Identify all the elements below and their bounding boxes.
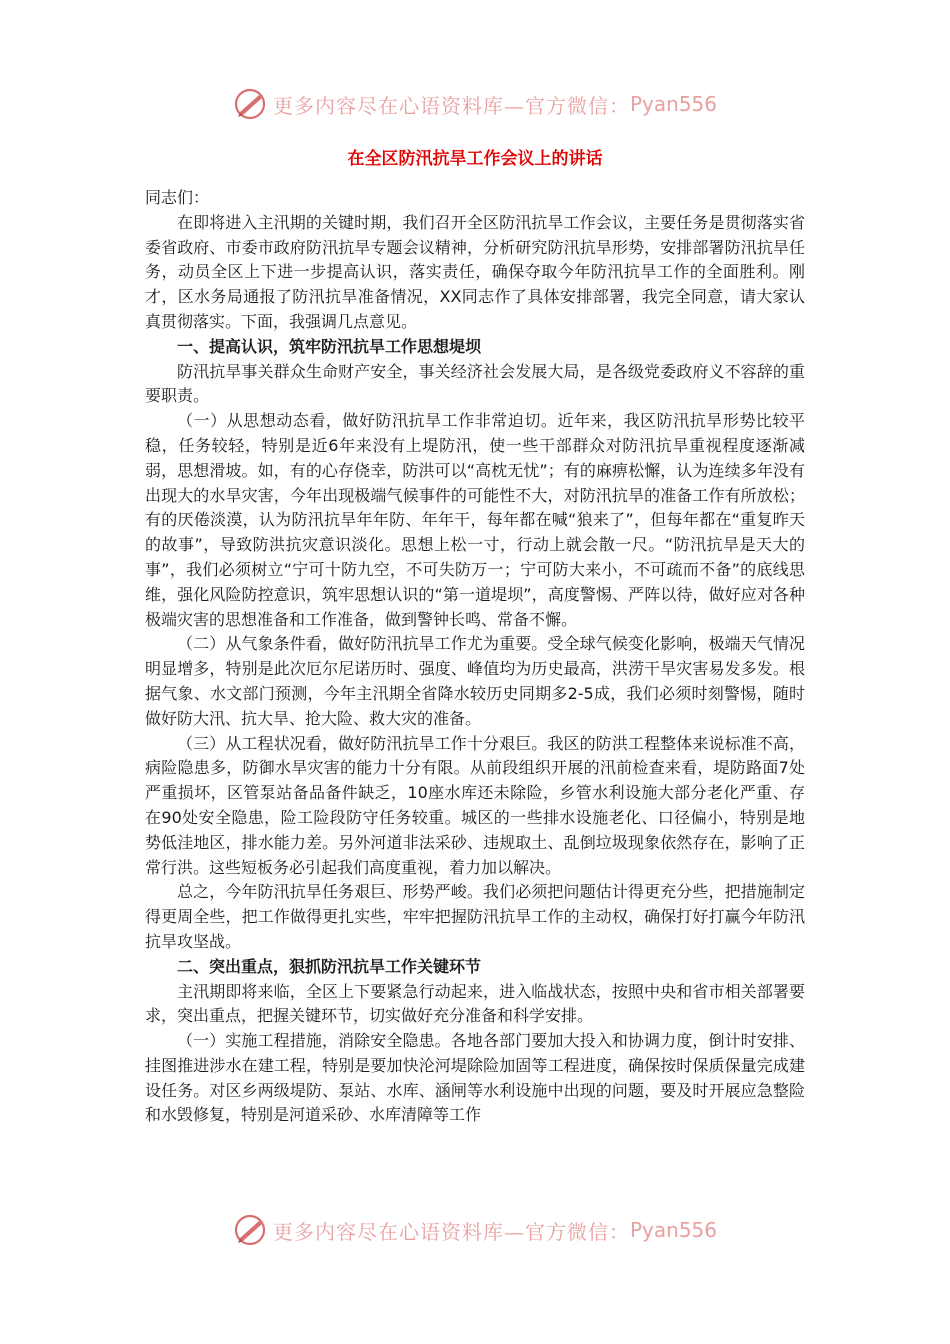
paragraph-point-1-1: （一）从思想动态看，做好防汛抗旱工作非常迫切。近年来，我区防汛抗旱形势比较平稳，任务较轻，特别是近6年来没有上堤防汛，使一些干部群众对防汛抗旱重视程度逐渐减弱，思想滑坡。如，有的心存侥幸，防洪可以“高枕无忧”；有的麻痹松懈，认为连续多年没有出现大的水旱灾害，今年出现极端气候事件的可能性不大，对防汛抗旱的准备工作有所放松；有的厌倦淡漠，认为防汛抗旱年年防、年年干，每年都在喊“狼来了”，但每年都在“重复昨天的故事”，导致防洪抗灾意识淡化。思想上松一寸，行动上就会散一尺。“防汛抗旱是天大的事”，我们必须树立“宁可十防九空，不可失防万一；宁可防大来小，不可疏而不备”的底线思维，强化风险防控意识，筑牢思想认识的“第一道堤坝”，高度警惕、严阵以待，做好应对各种极端灾害的思想准备和工作准备，做到警钟长鸣、常备不懈。 (145, 411, 805, 629)
paragraph-section2-intro: 主汛期即将来临，全区上下要紧急行动起来，进入临战状态，按照中央和省市相关部署要求，突出重点，把握关键环节，切实做好充分准备和科学安排。 (145, 981, 805, 1026)
paragraph-section1-intro: 防汛抗旱事关群众生命财产安全，事关经济社会发展大局，是各级党委政府义不容辞的重要职责。 (145, 361, 805, 406)
section-heading-2: 二、突出重点，狠抓防汛抗旱工作关键环节 (177, 956, 482, 976)
pen-logo-icon (233, 1213, 267, 1247)
pen-logo-icon (233, 87, 267, 121)
paragraph-point-2-1: （一）实施工程措施，消除安全隐患。各地各部门要加大投入和协调力度，倒计时安排、挂图推进涉水在建工程，特别是要加快沦河堤除险加固等工程进度，确保按时保质保量完成建设任务。对区乡两级堤防、泵站、水库、涵闸等水利设施中出现的问题，要及时开展应急整险和水毁修复，特别是河道采砂、水库清障等工作 (145, 1031, 805, 1125)
banner-wechat-id: Pyan556 (629, 1218, 717, 1242)
greeting: 同志们： (145, 188, 210, 207)
paragraph-intro: 在即将进入主汛期的关键时期，我们召开全区防汛抗旱工作会议，主要任务是贯彻落实省委省政府、市委市政府防汛抗旱专题会议精神，分析研究防汛抗旱形势，安排部署防汛抗旱任务，动员全区上下进一步提高认识，落实责任，确保夺取今年防汛抗旱工作的全面胜利。刚才，区水务局通报了防汛抗旱准备情况，XX同志作了具体安排部署，我完全同意，请大家认真贯彻落实。下面，我强调几点意见。 (145, 212, 805, 331)
document-title: 在全区防汛抗旱工作会议上的讲话 (347, 149, 603, 169)
banner-text: 更多内容尽在心语资料库—官方微信： (272, 1219, 630, 1244)
paragraph-point-1-2: （二）从气象条件看，做好防汛抗旱工作尤为重要。受全球气候变化影响，极端天气情况明显增多，特别是此次厄尔尼诺历时、强度、峰值均为历史最高，洪涝干旱灾害易发多发。根据气象、水文部门预测，今年主汛期全省降水较历史同期多2-5成，我们必须时刻警惕，随时做好防大汛、抗大旱、抢大险、救大灾的准备。 (145, 634, 805, 728)
document-body (145, 186, 805, 1128)
paragraph-summary-1: 总之，今年防汛抗旱任务艰巨、形势严峻。我们必须把问题估计得更充分些，把措施制定得更周全些，把工作做得更扎实些，牢牢把握防汛抗旱工作的主动权，确保打好打赢今年防汛抗旱攻坚战。 (145, 882, 805, 951)
watermark-banner-bottom (0, 1210, 950, 1250)
watermark-banner-top (0, 84, 950, 124)
banner-wechat-id: Pyan556 (629, 92, 717, 116)
paragraph-point-1-3: （三）从工程状况看，做好防汛抗旱工作十分艰巨。我区的防洪工程整体来说标准不高，病险隐患多，防御水旱灾害的能力十分有限。从前段组织开展的汛前检查来看，堤防路面7处严重损坏，区管泵站备品备件缺乏，10座水库还未除险，乡管水利设施大部分老化严重、存在90处安全隐患，险工险段防守任务较重。城区的一些排水设施老化、口径偏小，特别是地势低洼地区，排水能力差。另外河道非法采砂、违规取土、乱倒垃圾现象依然存在，影响了正常行洪。这些短板务必引起我们高度重视，着力加以解决。 (145, 733, 805, 877)
section-heading-1: 一、提高认识，筑牢防汛抗旱工作思想堤坝 (177, 336, 482, 356)
banner-text: 更多内容尽在心语资料库—官方微信： (272, 93, 630, 118)
